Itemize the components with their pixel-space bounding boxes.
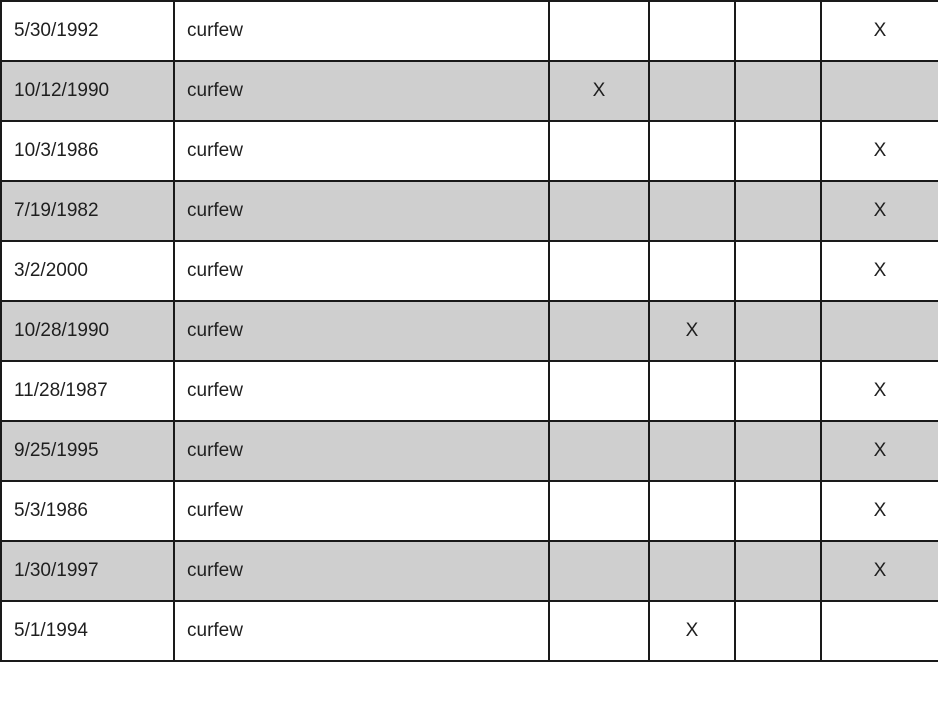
mark-cell-2: [649, 61, 735, 121]
mark-cell-4: X: [821, 541, 938, 601]
table-row: [1, 121, 938, 181]
type-cell: curfew: [174, 361, 549, 421]
mark-cell-3: [735, 481, 821, 541]
type-cell: curfew: [174, 481, 549, 541]
date-cell: 3/2/2000: [1, 241, 174, 301]
mark-cell-1: [549, 241, 649, 301]
mark-cell-2: [649, 481, 735, 541]
mark-cell-3: [735, 541, 821, 601]
table-row: [1, 241, 938, 301]
type-cell: curfew: [174, 241, 549, 301]
table-row: [1, 301, 938, 361]
date-cell: 5/1/1994: [1, 601, 174, 661]
mark-cell-4: X: [821, 121, 938, 181]
date-cell: 7/19/1982: [1, 181, 174, 241]
mark-cell-4: [821, 601, 938, 661]
mark-cell-1: [549, 301, 649, 361]
mark-cell-2: [649, 541, 735, 601]
type-cell: curfew: [174, 121, 549, 181]
mark-cell-4: X: [821, 421, 938, 481]
mark-cell-1: [549, 1, 649, 61]
table-row: [1, 601, 938, 661]
table-row: [1, 421, 938, 481]
type-cell: curfew: [174, 541, 549, 601]
mark-cell-1: [549, 601, 649, 661]
mark-cell-3: [735, 181, 821, 241]
type-cell: curfew: [174, 1, 549, 61]
mark-cell-4: X: [821, 481, 938, 541]
mark-cell-1: [549, 181, 649, 241]
mark-cell-3: [735, 601, 821, 661]
mark-cell-3: [735, 61, 821, 121]
mark-cell-3: [735, 361, 821, 421]
table-row: [1, 1, 938, 61]
mark-cell-4: X: [821, 1, 938, 61]
mark-cell-2: [649, 181, 735, 241]
mark-cell-3: [735, 421, 821, 481]
mark-cell-4: X: [821, 181, 938, 241]
mark-cell-1: [549, 421, 649, 481]
mark-cell-3: [735, 301, 821, 361]
mark-cell-2: [649, 1, 735, 61]
date-cell: 5/3/1986: [1, 481, 174, 541]
mark-cell-2: [649, 421, 735, 481]
mark-cell-1: [549, 541, 649, 601]
mark-cell-2: [649, 361, 735, 421]
date-cell: 9/25/1995: [1, 421, 174, 481]
mark-cell-1: [549, 361, 649, 421]
mark-cell-1: [549, 481, 649, 541]
mark-cell-4: X: [821, 361, 938, 421]
date-cell: 10/28/1990: [1, 301, 174, 361]
records-table-body: [1, 1, 938, 661]
mark-cell-3: [735, 121, 821, 181]
table-row: [1, 181, 938, 241]
type-cell: curfew: [174, 301, 549, 361]
table-row: [1, 481, 938, 541]
table-row: [1, 61, 938, 121]
date-cell: 10/12/1990: [1, 61, 174, 121]
mark-cell-4: [821, 301, 938, 361]
table-row: [1, 541, 938, 601]
type-cell: curfew: [174, 601, 549, 661]
mark-cell-1: [549, 121, 649, 181]
mark-cell-2: [649, 121, 735, 181]
mark-cell-1: X: [549, 61, 649, 121]
type-cell: curfew: [174, 181, 549, 241]
date-cell: 11/28/1987: [1, 361, 174, 421]
mark-cell-4: X: [821, 241, 938, 301]
mark-cell-3: [735, 241, 821, 301]
mark-cell-4: [821, 61, 938, 121]
mark-cell-3: [735, 1, 821, 61]
date-cell: 10/3/1986: [1, 121, 174, 181]
mark-cell-2: [649, 241, 735, 301]
date-cell: 5/30/1992: [1, 1, 174, 61]
type-cell: curfew: [174, 61, 549, 121]
table-row: [1, 361, 938, 421]
type-cell: curfew: [174, 421, 549, 481]
mark-cell-2: X: [649, 301, 735, 361]
date-cell: 1/30/1997: [1, 541, 174, 601]
mark-cell-2: X: [649, 601, 735, 661]
